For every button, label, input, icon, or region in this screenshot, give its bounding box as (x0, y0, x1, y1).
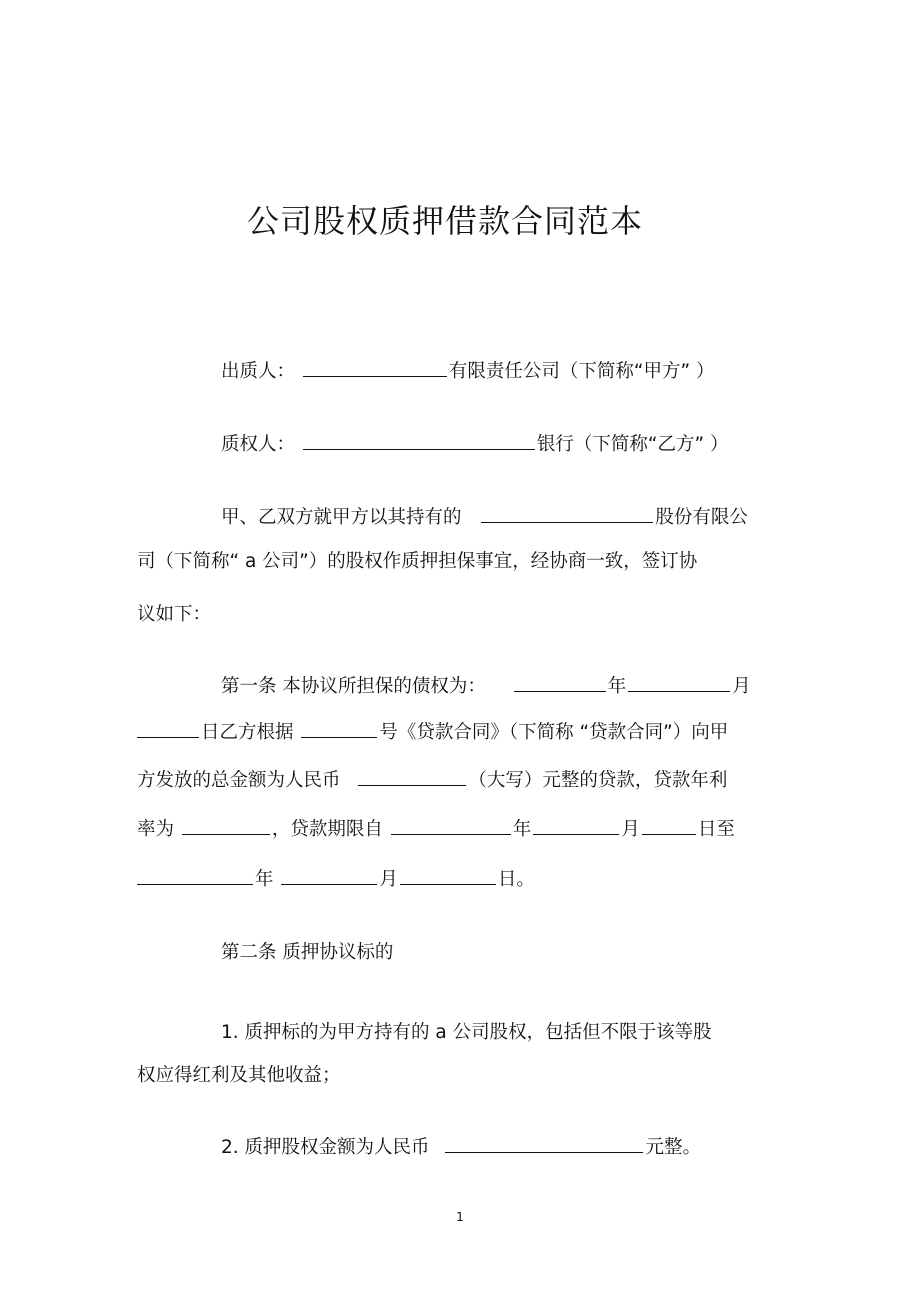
start-day-blank[interactable] (642, 816, 696, 835)
pledgee-label: 质权人： (221, 434, 296, 455)
interest-rate-blank[interactable] (182, 816, 270, 835)
end-day-blank[interactable] (400, 866, 496, 885)
year-label: 年 (607, 676, 627, 697)
pledgor-line (221, 358, 714, 385)
pledgor-name-blank[interactable] (303, 358, 447, 377)
article1-line-2 (137, 719, 728, 746)
month-blank[interactable] (628, 673, 730, 692)
article2-item2 (221, 1134, 701, 1161)
document-title: 公司股权质押借款合同范本 (246, 202, 643, 240)
article1-text: （大写）元整的贷款，贷款年利 (468, 770, 728, 791)
day-blank[interactable] (137, 719, 199, 738)
article2-item1-line2: 权应得红利及其他收益； (137, 1065, 341, 1086)
end-year-blank[interactable] (137, 866, 253, 885)
article2-text: 元整。 (645, 1137, 701, 1158)
pledgor-label: 出质人： (221, 361, 296, 382)
pledgee-suffix: 银行（下简称“乙方” ） (536, 434, 729, 455)
article1-line-4 (137, 816, 735, 843)
pledgee-line (221, 431, 728, 458)
year-label: 年 (255, 869, 274, 890)
article1-line-5 (137, 866, 535, 893)
page-number: 1 (456, 1210, 464, 1224)
start-month-blank[interactable] (533, 816, 619, 835)
start-year-blank[interactable] (391, 816, 511, 835)
month-label: 月 (621, 819, 640, 840)
pledgor-suffix: 有限责任公司（下简称“甲方” ） (448, 361, 715, 382)
article1-text: 号《贷款合同》（下简称 “贷款合同”）向甲 (379, 722, 729, 743)
end-month-blank[interactable] (281, 866, 377, 885)
article1-text: 率为 (137, 819, 175, 840)
article1-heading: 第一条 本协议所担保的债权为： (221, 676, 486, 697)
company-name-blank[interactable] (481, 504, 653, 523)
intro-line-3: 议如下： (137, 604, 212, 625)
month-label: 月 (732, 676, 751, 697)
year-blank[interactable] (514, 673, 606, 692)
pledge-amount-blank[interactable] (445, 1134, 643, 1153)
article1-text: 方发放的总金额为人民币 (137, 770, 341, 791)
article1-text: 日乙方根据 (201, 722, 294, 743)
article1-text: 日。 (497, 869, 535, 890)
pledgee-name-blank[interactable] (303, 431, 535, 450)
article2-heading: 第二条 质押协议标的 (221, 942, 394, 963)
intro-text: 甲、乙双方就甲方以其持有的 (221, 507, 462, 528)
intro-line-2: 司（下简称“ a 公司”）的股权作质押担保事宜，经协商一致，签订协 (137, 551, 698, 572)
contract-number-blank[interactable] (301, 719, 377, 738)
article1-line-3 (137, 767, 727, 794)
article1-line-1 (221, 673, 751, 700)
article1-text: ，贷款期限自 (271, 819, 383, 840)
month-label: 月 (379, 869, 398, 890)
intro-text: 股份有限公 (655, 507, 748, 528)
article1-text: 日至 (697, 819, 735, 840)
intro-line-1 (221, 504, 748, 531)
article2-text: 2. 质押股权金额为人民币 (221, 1137, 430, 1158)
article2-item1-line1: 1. 质押标的为甲方持有的 a 公司股权，包括但不限于该等股 (221, 1022, 712, 1043)
year-label: 年 (512, 819, 532, 840)
loan-amount-blank[interactable] (358, 767, 466, 786)
